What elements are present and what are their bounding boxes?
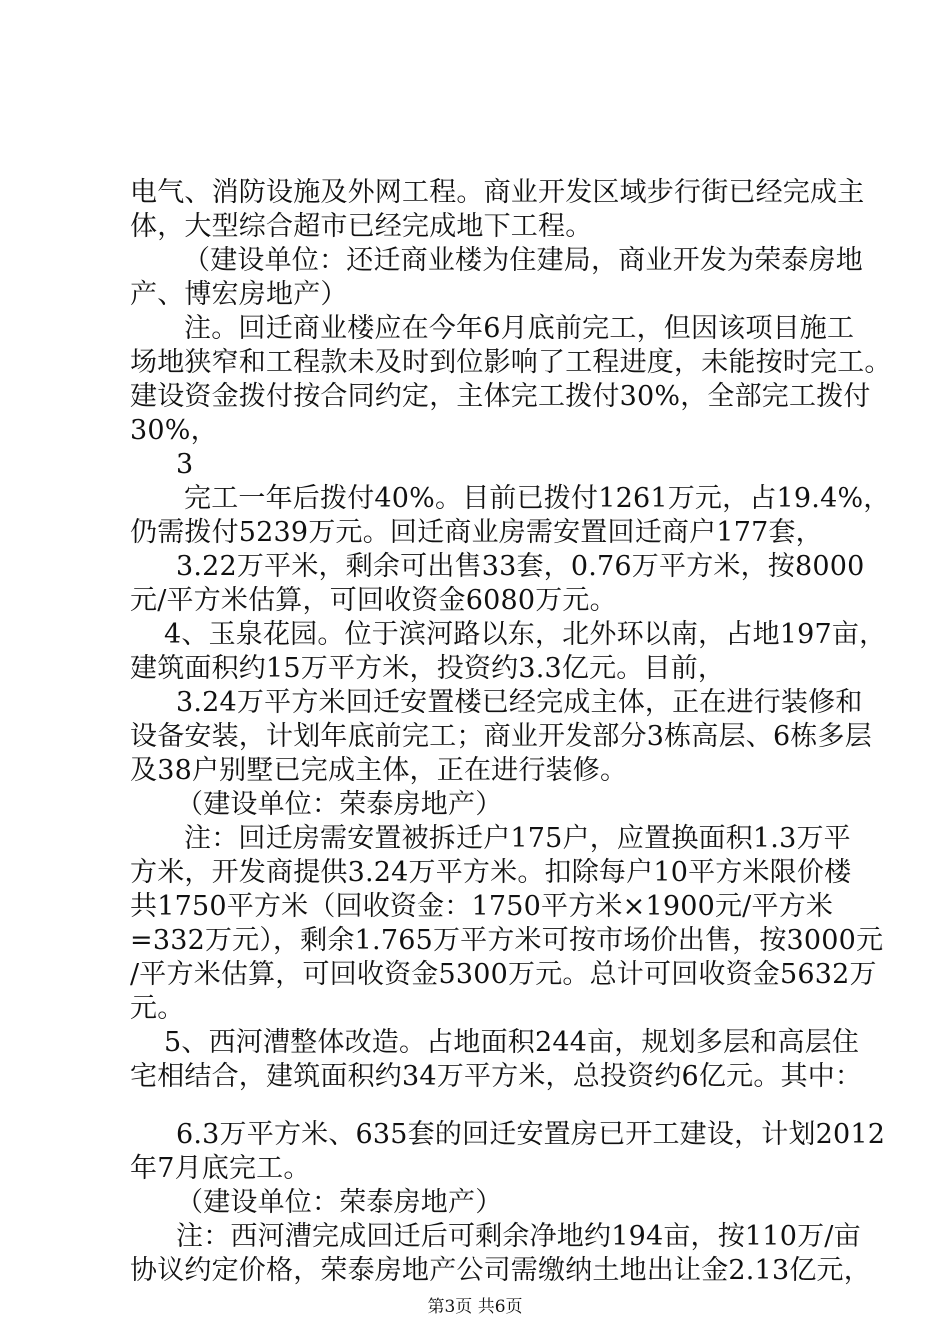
body-text-line: 注：回迁房需安置被拆迁户175户，应置换面积1.3万平 — [184, 823, 851, 854]
body-text-line: 建设资金拨付按合同约定，主体完工拨付30%，全部完工拨付 — [130, 381, 871, 412]
page-marker-number: 3 — [176, 449, 194, 480]
body-text-line: 场地狭窄和工程款未及时到位影响了工程进度，未能按时完工。 — [130, 347, 892, 378]
body-text-line: =332万元），剩余1.765万平方米可按市场价出售，按3000元 — [130, 925, 884, 956]
page-footer: 第3页 共6页 — [427, 1297, 523, 1317]
body-text-line: 30%， — [130, 415, 218, 446]
body-text-line: 元。 — [130, 993, 185, 1024]
body-text-line: 共1750平方米（回收资金：1750平方米×1900元/平方米 — [130, 891, 834, 922]
body-text-line: 3.22万平米，剩余可出售33套，0.76万平方米，按8000 — [176, 551, 865, 582]
body-text-line: 年7月底完工。 — [130, 1153, 311, 1184]
body-text-line: 产、博宏房地产） — [130, 279, 348, 310]
body-text-line: 5、西河漕整体改造。占地面积244亩，规划多层和高层住 — [164, 1027, 860, 1058]
body-text-line: 体，大型综合超市已经完成地下工程。 — [130, 211, 593, 242]
body-text-line: （建设单位：还迁商业楼为住建局，商业开发为荣泰房地 — [183, 245, 863, 276]
body-text-line: 设备安装，计划年底前完工；商业开发部分3栋高层、6栋多层 — [130, 721, 872, 752]
body-text-line: 协议约定价格，荣泰房地产公司需缴纳土地出让金2.13亿元， — [130, 1255, 871, 1286]
body-text-line: 方米，开发商提供3.24万平方米。扣除每户10平方米限价楼 — [130, 857, 852, 888]
body-text-line: 建筑面积约15万平方米，投资约3.3亿元。目前， — [130, 653, 726, 684]
body-text-line: 4、玉泉花园。位于滨河路以东，北外环以南，占地197亩， — [164, 619, 887, 650]
body-text-line: 注：西河漕完成回迁后可剩余净地约194亩，按110万/亩 — [176, 1221, 861, 1252]
body-text-line: 注。回迁商业楼应在今年6月底前完工，但因该项目施工 — [184, 313, 855, 344]
body-text-line: （建设单位：荣泰房地产） — [176, 789, 503, 820]
body-text-line: 宅相结合，建筑面积约34万平方米，总投资约6亿元。其中： — [130, 1061, 863, 1092]
body-text-line: 3.24万平方米回迁安置楼已经完成主体，正在进行装修和 — [176, 687, 863, 718]
body-text-line: （建设单位：荣泰房地产） — [176, 1187, 503, 1218]
body-text-line: 完工一年后拨付40%。目前已拨付1261万元，占19.4%， — [184, 483, 891, 514]
body-text-line: 电气、消防设施及外网工程。商业开发区域步行街已经完成主 — [130, 177, 865, 208]
body-text-line: /平方米估算，可回收资金5300万元。总计可回收资金5632万 — [130, 959, 877, 990]
body-text-line: 及38户别墅已完成主体，正在进行装修。 — [130, 755, 628, 786]
body-text-line: 仍需拨付5239万元。回迁商业房需安置回迁商户177套， — [130, 517, 823, 548]
body-text-line: 6.3万平方米、635套的回迁安置房已开工建设，计划2012 — [176, 1119, 886, 1150]
body-text-line: 元/平方米估算，可回收资金6080万元。 — [130, 585, 617, 616]
